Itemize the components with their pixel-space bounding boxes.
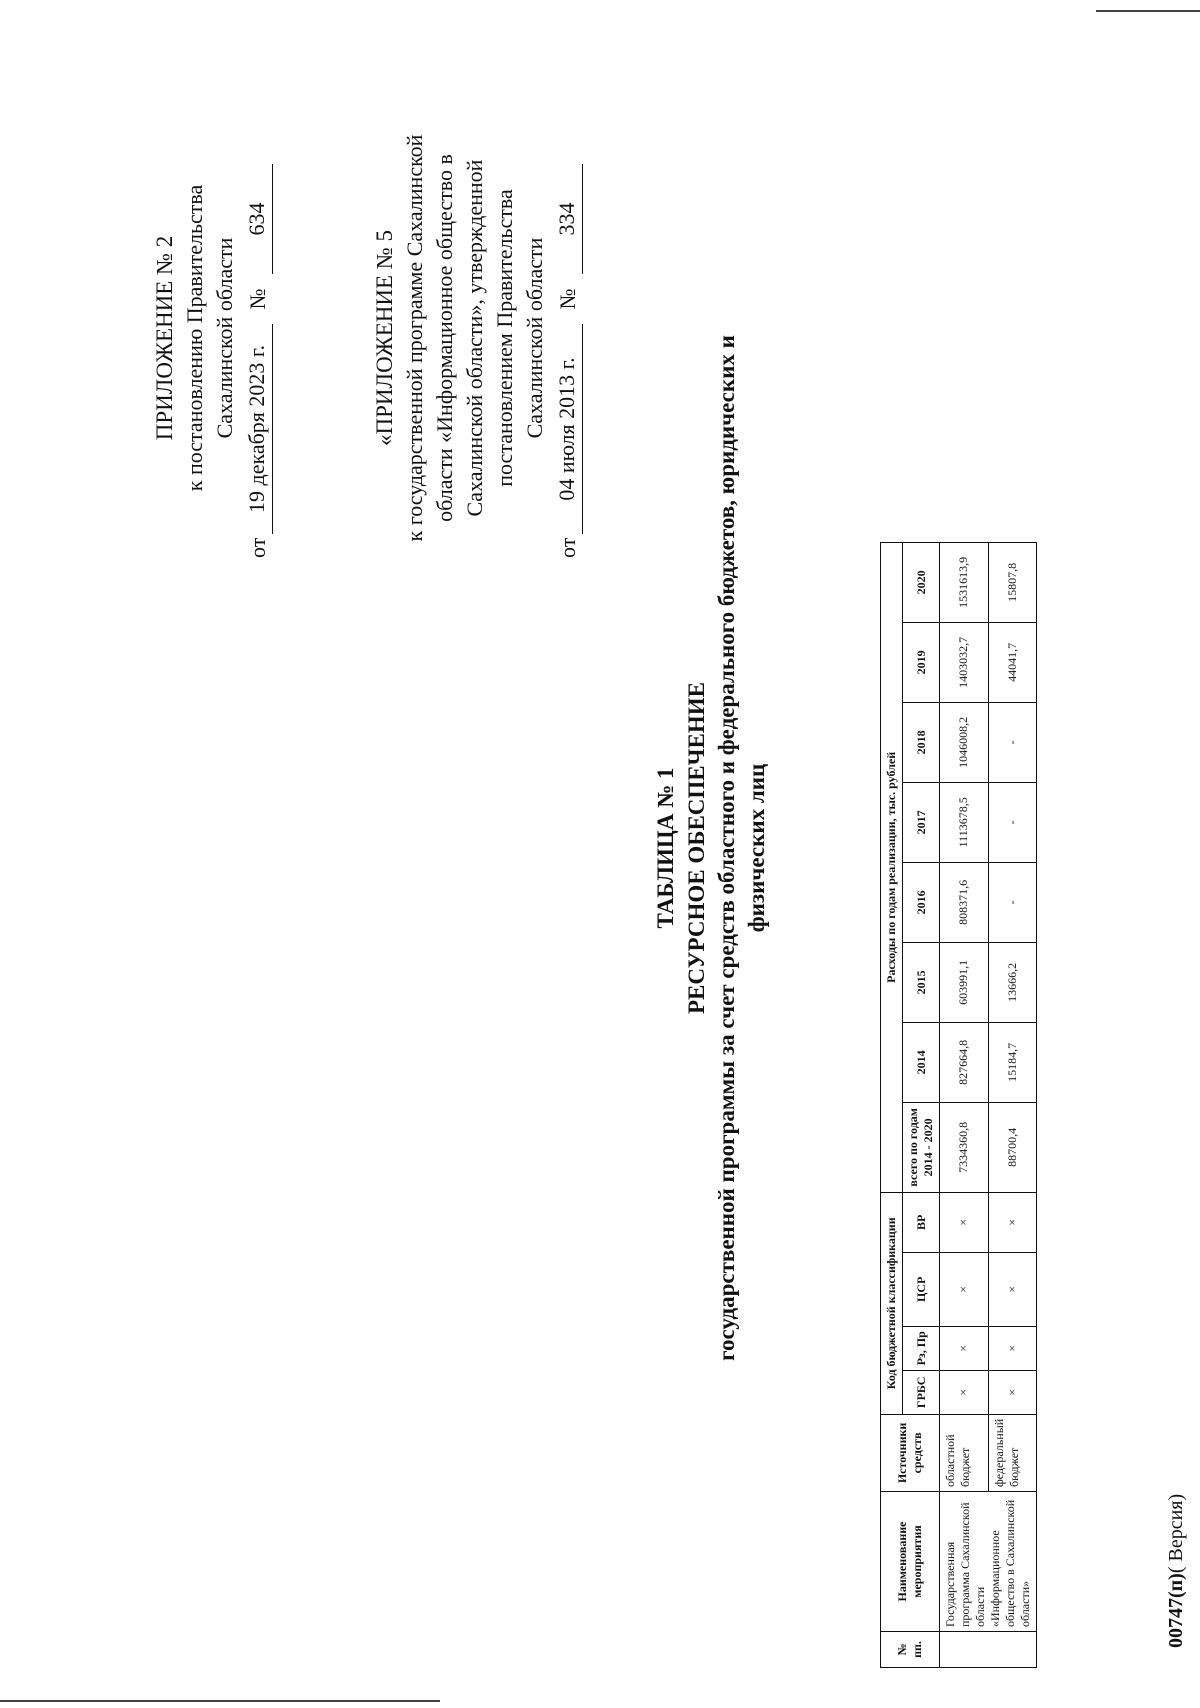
- appendix-date-line: [552, 118, 583, 558]
- appendix-line: Сахалинской области: [522, 237, 547, 439]
- document-heading: РЕСУРСНОЕ ОБЕСПЕЧЕНИЕ: [684, 682, 709, 1015]
- appendix-line: к постановлению Правительства: [182, 184, 207, 492]
- header-cell: ВР: [903, 1192, 940, 1252]
- appendix-line: области «Информационное общество в: [432, 154, 457, 522]
- document-footer: [1165, 1494, 1188, 1648]
- csr-cell: ×: [988, 1252, 1037, 1326]
- header-cell: всего по годам 2014 - 2020: [903, 1102, 940, 1192]
- vr-cell: ×: [988, 1192, 1037, 1252]
- appendix-heading: ПРИЛОЖЕНИЕ № 2: [152, 235, 177, 441]
- header-cell: 2016: [903, 862, 940, 942]
- number-label: №: [555, 288, 580, 310]
- appendix-block: [150, 118, 273, 558]
- source-cell: федеральный бюджет: [988, 1414, 1037, 1491]
- year-cell: -: [988, 862, 1037, 942]
- year-cell: 1046008,2: [940, 702, 989, 782]
- rzpr-cell: ×: [988, 1326, 1037, 1370]
- csr-cell: ×: [940, 1252, 989, 1326]
- year-cell: 603991,1: [940, 942, 989, 1022]
- appendix-line: Сахалинской области: [212, 237, 237, 439]
- grbs-cell: ×: [988, 1370, 1037, 1414]
- from-label: от: [245, 537, 270, 558]
- year-cell: 1113678,5: [940, 782, 989, 862]
- grbs-cell: ×: [940, 1370, 989, 1414]
- total-cell: 88700,4: [988, 1102, 1037, 1192]
- year-cell: 13666,2: [988, 942, 1037, 1022]
- vr-cell: ×: [940, 1192, 989, 1252]
- header-cell: ГРБС: [903, 1370, 940, 1414]
- document-code: 00747(п): [1165, 1573, 1187, 1648]
- year-cell: 808371,6: [940, 862, 989, 942]
- document-version: ( Версия): [1165, 1493, 1187, 1574]
- header-cell: Рз, Пр: [903, 1326, 940, 1370]
- year-cell: -: [988, 702, 1037, 782]
- header-cell: 2020: [903, 542, 940, 622]
- appendix-date: 04 июля 2013 г.: [552, 324, 583, 534]
- table-row: [940, 542, 989, 1667]
- source-cell: областной бюджет: [940, 1414, 989, 1491]
- appendix-line: к государственной программе Сахалинской: [402, 134, 427, 542]
- rzpr-cell: ×: [940, 1326, 989, 1370]
- total-cell: 7334360,8: [940, 1102, 989, 1192]
- header-cell: Расходы по годам реализации, тыс. рублей: [881, 542, 903, 1192]
- table-header-row: [881, 542, 903, 1667]
- year-cell: 827664,8: [940, 1022, 989, 1102]
- year-cell: -: [988, 782, 1037, 862]
- header-cell: ЦСР: [903, 1252, 940, 1326]
- row-number-cell: [940, 1632, 1037, 1668]
- header-cell: Источники средств: [881, 1414, 940, 1491]
- number-label: №: [245, 288, 270, 310]
- program-name-cell: Государственная программа Сахалинской области «Информационное общество в Сахалинской области»: [940, 1492, 1037, 1632]
- from-label: от: [555, 537, 580, 558]
- year-cell: 1531613,9: [940, 542, 989, 622]
- header-cell: № пп.: [881, 1632, 940, 1668]
- appendix-date-line: [242, 118, 273, 558]
- header-cell: 2017: [903, 782, 940, 862]
- header-cell: Наименование мероприятия: [881, 1492, 940, 1632]
- appendix-date: 19 декабря 2023 г.: [242, 324, 273, 534]
- year-cell: 44041,7: [988, 622, 1037, 702]
- document-subtitle: государственной программы за счет средств областного и федерального бюджетов, юридических и физических лиц: [714, 335, 769, 1361]
- year-cell: 15807,8: [988, 542, 1037, 622]
- resource-table: [880, 542, 1037, 1668]
- header-cell: 2014: [903, 1022, 940, 1102]
- header-cell: Код бюджетной классификации: [881, 1192, 903, 1414]
- appendix-heading: «ПРИЛОЖЕНИЕ № 5: [372, 229, 397, 447]
- table-number: ТАБЛИЦА № 1: [653, 767, 678, 929]
- year-cell: 1403032,7: [940, 622, 989, 702]
- year-cell: 15184,7: [988, 1022, 1037, 1102]
- appendix-number: 334: [552, 164, 583, 274]
- previous-appendix-block: [370, 118, 583, 558]
- header-cell: 2015: [903, 942, 940, 1022]
- header-cell: 2018: [903, 702, 940, 782]
- header-cell: 2019: [903, 622, 940, 702]
- appendix-number: 634: [242, 164, 273, 274]
- appendix-line: Сахалинской области», утвержденной: [462, 159, 487, 517]
- appendix-line: постановлением Правительства: [492, 189, 517, 487]
- document-titles: [650, 48, 772, 1648]
